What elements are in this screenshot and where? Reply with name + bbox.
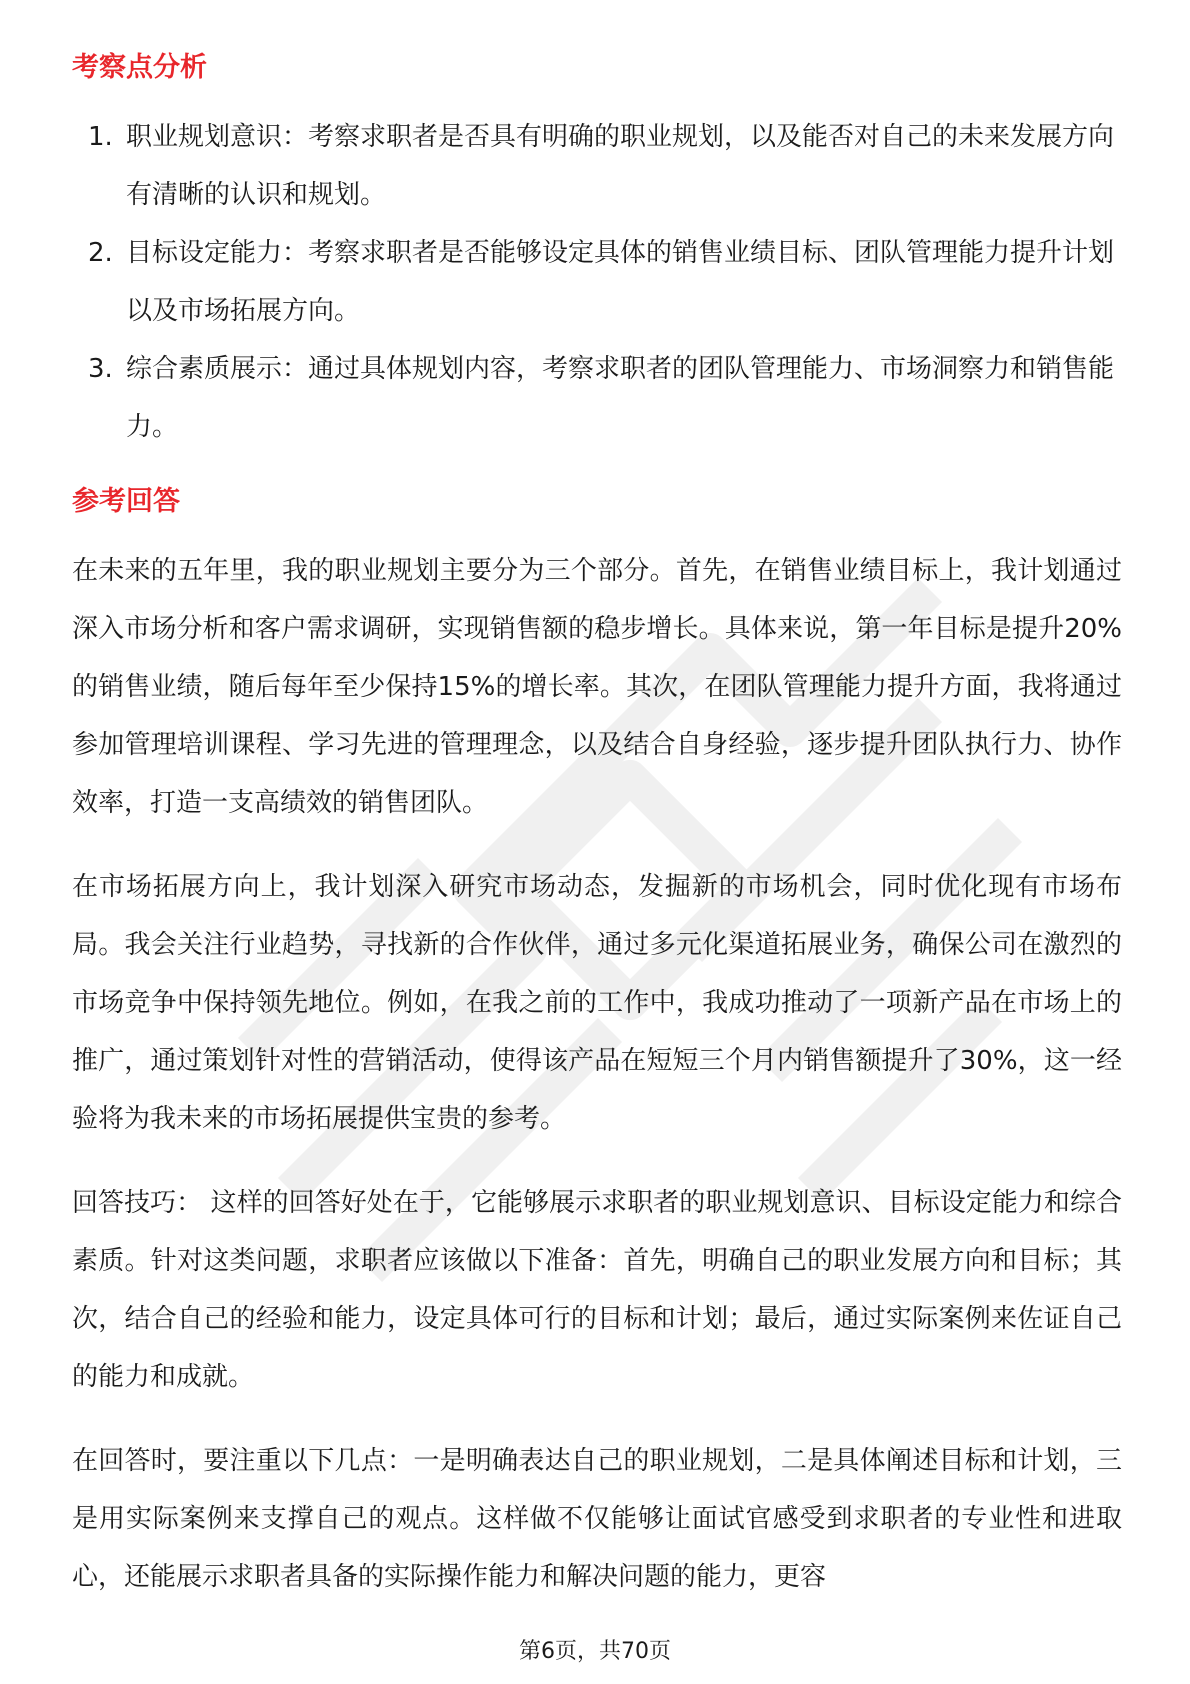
answer-paragraph: 在未来的五年里，我的职业规划主要分为三个部分。首先，在销售业绩目标上，我计划通过深入市场分析和客户需求调研，实现销售额的稳步增长。具体来说，第一年目标是提升20%的销售业绩，随后每年至少保持15%的增长率。其次，在团队管理能力提升方面，我将通过参加管理培训课程、学习先进的管理理念，以及结合自身经验，逐步提升团队执行力、协作效率，打造一支高绩效的销售团队。 [72,556,1122,818]
list-item [72,340,1122,456]
list-item-text: 目标设定能力：考察求职者是否能够设定具体的销售业绩目标、团队管理能力提升计划以及市场拓展方向。 [126,238,1115,326]
analysis-list [72,108,1122,456]
answer-paragraph: 在回答时，要注重以下几点：一是明确表达自己的职业规划，二是具体阐述目标和计划，三是用实际案例来支撑自己的观点。这样做不仅能够让面试官感受到求职者的专业性和进取心，还能展示求职者具备的实际操作能力和解决问题的能力，更容 [72,1446,1122,1592]
answer-paragraph: 在市场拓展方向上，我计划深入研究市场动态，发掘新的市场机会，同时优化现有市场布局。我会关注行业趋势，寻找新的合作伙伴，通过多元化渠道拓展业务，确保公司在激烈的市场竞争中保持领先地位。例如，在我之前的工作中，我成功推动了一项新产品在市场上的推广，通过策划针对性的营销活动，使得该产品在短短三个月内销售额提升了30%，这一经验将为我未来的市场拓展提供宝贵的参考。 [72,872,1122,1134]
list-item-text: 综合素质展示：通过具体规划内容，考察求职者的团队管理能力、市场洞察力和销售能力。 [126,354,1115,442]
answer-heading: 参考回答 [72,486,180,517]
list-item [72,108,1122,224]
page-content [72,48,1122,1632]
list-item-text: 职业规划意识：考察求职者是否具有明确的职业规划，以及能否对自己的未来发展方向有清晰的认识和规划。 [126,122,1115,210]
page-number: 第6页，共70页 [519,1639,671,1664]
list-item-number: 2. [88,238,113,268]
analysis-heading: 考察点分析 [72,52,207,83]
list-item [72,224,1122,340]
list-item-number: 3. [88,354,113,384]
list-item-number: 1. [88,122,113,152]
tips-paragraph: 回答技巧： 这样的回答好处在于，它能够展示求职者的职业规划意识、目标设定能力和综合素质。针对这类问题，求职者应该做以下准备：首先，明确自己的职业发展方向和目标；其次，结合自己的经验和能力，设定具体可行的目标和计划；最后，通过实际案例来佐证自己的能力和成就。 [72,1188,1122,1392]
